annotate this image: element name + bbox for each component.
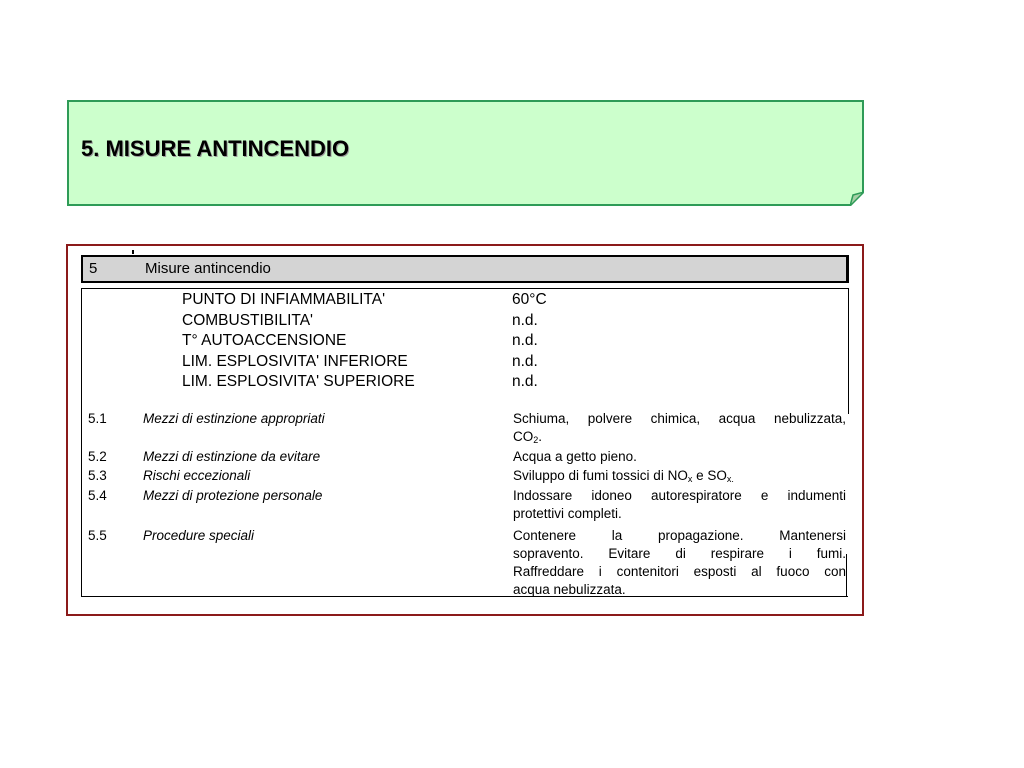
value-text: e SO <box>692 468 727 483</box>
slide-title: 5. MISURE ANTINCENDIO <box>81 136 350 161</box>
property-name: LIM. ESPLOSIVITA' SUPERIORE <box>182 373 415 390</box>
value-text: Sviluppo di fumi tossici di NO <box>513 468 688 483</box>
value-line: Schiuma, polvere chimica, acqua nebulizzata, <box>513 411 846 426</box>
section-header <box>81 255 849 283</box>
property-value: 60°C <box>512 291 547 308</box>
value-line: Contenere la propagazione. Mantenersi <box>513 528 846 543</box>
subsection-value <box>513 448 846 466</box>
subsection-value <box>513 487 846 523</box>
value-text: . <box>538 429 543 444</box>
subsection-number: 5.4 <box>88 488 107 503</box>
subsection-label: Procedure speciali <box>143 528 255 543</box>
subsection-number: 5.5 <box>88 528 107 543</box>
value-line: protettivi completi. <box>513 506 622 521</box>
value-line: acqua nebulizzata. <box>513 582 626 597</box>
folded-corner-icon <box>850 192 864 206</box>
value-line <box>513 467 846 488</box>
subsection-number: 5.2 <box>88 449 107 464</box>
value-subscript: x <box>687 474 693 484</box>
properties-box <box>81 288 849 414</box>
property-value: n.d. <box>512 373 538 390</box>
subsection-number: 5.3 <box>88 468 107 483</box>
value-line <box>513 428 846 449</box>
subsection-label: Mezzi di estinzione da evitare <box>143 449 321 464</box>
subsection-label: Mezzi di estinzione appropriati <box>143 411 325 426</box>
subsections-box <box>81 413 848 597</box>
tick-mark <box>132 250 134 254</box>
title-box <box>67 100 864 206</box>
property-value: n.d. <box>512 332 538 349</box>
value-subscript: x. <box>726 474 734 484</box>
data-sheet-excerpt <box>66 244 864 616</box>
subsection-value <box>513 410 846 449</box>
section-title: Misure antincendio <box>145 260 271 277</box>
property-value: n.d. <box>512 311 538 329</box>
subsection-label: Mezzi di protezione personale <box>143 488 323 503</box>
subsection-number: 5.1 <box>88 411 107 426</box>
value-subscript: 2 <box>533 435 539 445</box>
property-name: COMBUSTIBILITA' <box>182 311 313 329</box>
value-line: Indossare idoneo autorespiratore e indumenti <box>513 488 846 503</box>
value-line: Raffreddare i contenitori esposti al fuoco con <box>513 564 846 579</box>
table-border-segment <box>846 554 847 596</box>
value-text: CO <box>513 429 534 444</box>
property-name: PUNTO DI INFIAMMABILITA' <box>182 291 386 308</box>
property-value: n.d. <box>512 352 538 370</box>
property-name: T° AUTOACCENSIONE <box>182 332 347 349</box>
property-name: LIM. ESPLOSIVITA' INFERIORE <box>182 352 408 370</box>
section-number: 5 <box>89 260 98 277</box>
subsection-value <box>513 527 846 599</box>
subsection-value <box>513 467 846 488</box>
subsection-label: Rischi eccezionali <box>143 468 251 483</box>
value-line: Acqua a getto pieno. <box>513 449 637 464</box>
value-line: sopravento. Evitare di respirare i fumi. <box>513 546 846 561</box>
